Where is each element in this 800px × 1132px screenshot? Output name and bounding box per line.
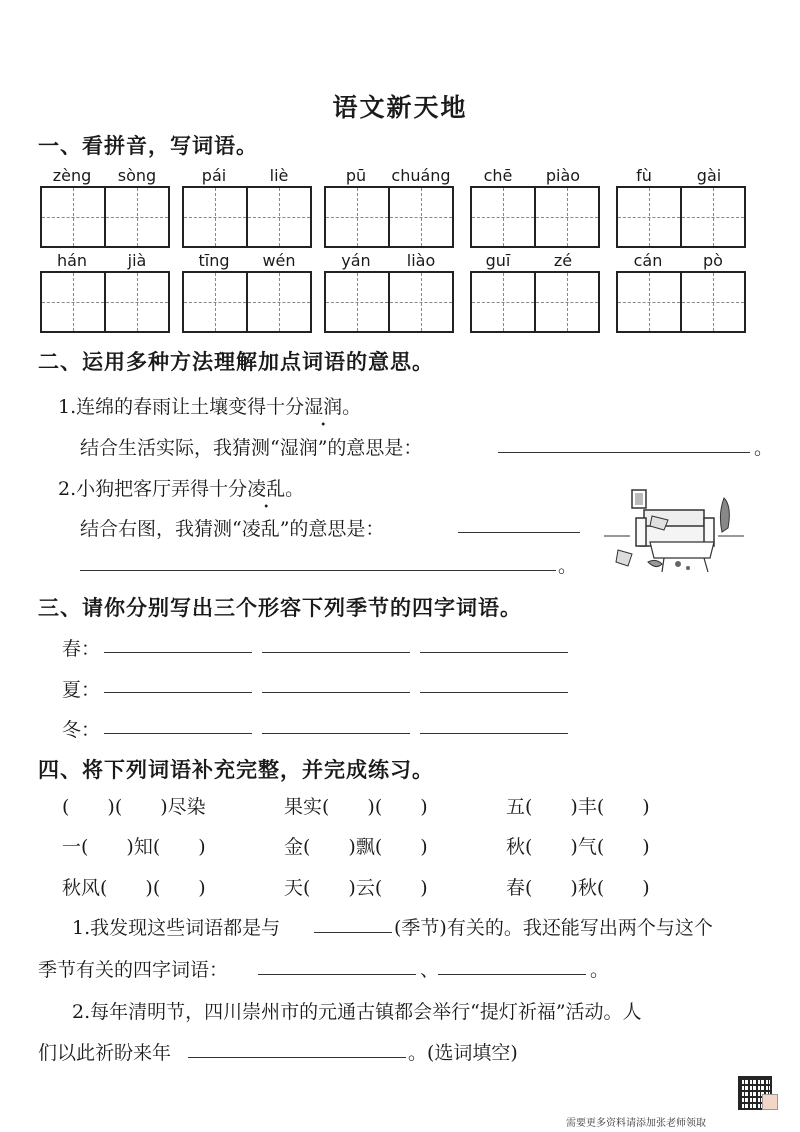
q1-text: 1.连绵的春雨让土壤变得十分 <box>58 396 305 418</box>
answer-line[interactable] <box>438 974 586 975</box>
pinyin: chuáng <box>391 166 451 185</box>
pinyin: yán <box>341 251 371 270</box>
pinyin: liè <box>269 166 289 185</box>
writing-grid[interactable] <box>182 186 312 248</box>
answer-line[interactable] <box>314 932 392 933</box>
answer-line[interactable] <box>262 652 410 653</box>
pinyin: pū <box>345 166 367 185</box>
season-label-summer: 夏： <box>62 679 101 701</box>
pinyin: gài <box>696 166 722 185</box>
answer-line[interactable] <box>258 974 416 975</box>
exercise-2-text-a: 2.每年清明节，四川崇州市的元通古镇都会举行“提灯祈福”活动。人 <box>72 1001 642 1023</box>
pinyin: liào <box>406 251 436 270</box>
idiom-blank[interactable]: 五( )丰( ) <box>506 796 650 818</box>
answer-line[interactable] <box>498 452 750 453</box>
pinyin: piào <box>545 166 581 185</box>
section3-heading: 三、请你分别写出三个形容下列季节的四字词语。 <box>38 595 522 620</box>
section2-heading: 二、运用多种方法理解加点词语的意思。 <box>38 349 434 374</box>
pinyin: wén <box>262 251 296 270</box>
answer-line[interactable] <box>420 652 568 653</box>
exercise-2-text-b: 们以此祈盼来年 <box>38 1042 172 1064</box>
answer-line[interactable] <box>80 570 556 571</box>
writing-grid[interactable] <box>616 271 746 333</box>
answer-line[interactable] <box>104 692 252 693</box>
writing-grid[interactable] <box>616 186 746 248</box>
q2-suffix: 。 <box>285 478 305 500</box>
writing-grid[interactable] <box>324 271 454 333</box>
idiom-blank[interactable]: ( )( )尽染 <box>62 796 206 818</box>
idiom-blank[interactable]: 春( )秋( ) <box>506 877 650 899</box>
q1-end: 。 <box>754 437 774 459</box>
q1-prompt: 结合生活实际，我猜测“湿润”的意思是： <box>80 437 423 459</box>
exercise-2-text-c: 。(选词填空) <box>408 1042 518 1064</box>
pinyin: cán <box>633 251 663 270</box>
answer-line[interactable] <box>104 733 252 734</box>
pinyin: chē <box>483 166 513 185</box>
answer-line[interactable] <box>420 692 568 693</box>
pinyin: guī <box>485 251 511 270</box>
idiom-blank[interactable]: 一( )知( ) <box>62 836 206 858</box>
q1-suffix: 。 <box>342 396 362 418</box>
dotted-word: 凌乱 <box>247 478 286 500</box>
pinyin: zèng <box>52 166 92 185</box>
pinyin: jià <box>127 251 147 270</box>
exercise-1-end: 。 <box>590 959 610 981</box>
answer-line[interactable] <box>188 1057 406 1058</box>
pinyin: zé <box>553 251 573 270</box>
writing-grid[interactable] <box>182 271 312 333</box>
writing-grid[interactable] <box>470 186 600 248</box>
idiom-blank[interactable]: 天( )云( ) <box>284 877 428 899</box>
season-label-winter: 冬： <box>62 719 101 741</box>
section1-heading: 一、看拼音，写词语。 <box>38 133 258 158</box>
writing-grid[interactable] <box>324 186 454 248</box>
exercise-1-text-c: 季节有关的四字词语： <box>38 959 229 981</box>
pinyin: pò <box>703 251 723 270</box>
idiom-blank[interactable]: 果实( )( ) <box>284 796 428 818</box>
page-title: 语文新天地 <box>332 93 468 122</box>
q2-end: 。 <box>558 555 578 577</box>
writing-grid[interactable] <box>470 271 600 333</box>
q2-prompt: 结合右图，我猜测“凌乱”的意思是： <box>80 518 385 540</box>
exercise-1-text-b: (季节)有关的。我还能写出两个与这个 <box>394 917 713 939</box>
exercise-1-text-a: 1.我发现这些词语都是与 <box>72 917 281 939</box>
answer-line[interactable] <box>458 532 580 533</box>
answer-line[interactable] <box>262 733 410 734</box>
idiom-blank[interactable]: 金( )飘( ) <box>284 836 428 858</box>
answer-line[interactable] <box>104 652 252 653</box>
answer-line[interactable] <box>262 692 410 693</box>
question-2 <box>58 474 304 501</box>
q2-text: 2.小狗把客厅弄得十分 <box>58 478 248 500</box>
dotted-word: 湿润 <box>304 396 343 418</box>
idiom-blank[interactable]: 秋风( )( ) <box>62 877 206 899</box>
pinyin: sòng <box>117 166 157 185</box>
season-label-spring: 春： <box>62 638 101 660</box>
pinyin: pái <box>201 166 227 185</box>
writing-grid[interactable] <box>40 186 170 248</box>
messy-living-room-illustration <box>604 488 744 578</box>
avatar <box>762 1094 778 1110</box>
pinyin: hán <box>56 251 88 270</box>
pinyin: tīng <box>198 251 230 270</box>
question-1 <box>58 392 361 419</box>
pinyin: fù <box>636 166 652 185</box>
separator: 、 <box>420 959 440 981</box>
footer-caption: 需要更多资料请添加张老师领取 <box>566 1118 706 1129</box>
writing-grid[interactable] <box>40 271 170 333</box>
answer-line[interactable] <box>420 733 568 734</box>
section4-heading: 四、将下列词语补充完整，并完成练习。 <box>38 757 434 782</box>
idiom-blank[interactable]: 秋( )气( ) <box>506 836 650 858</box>
